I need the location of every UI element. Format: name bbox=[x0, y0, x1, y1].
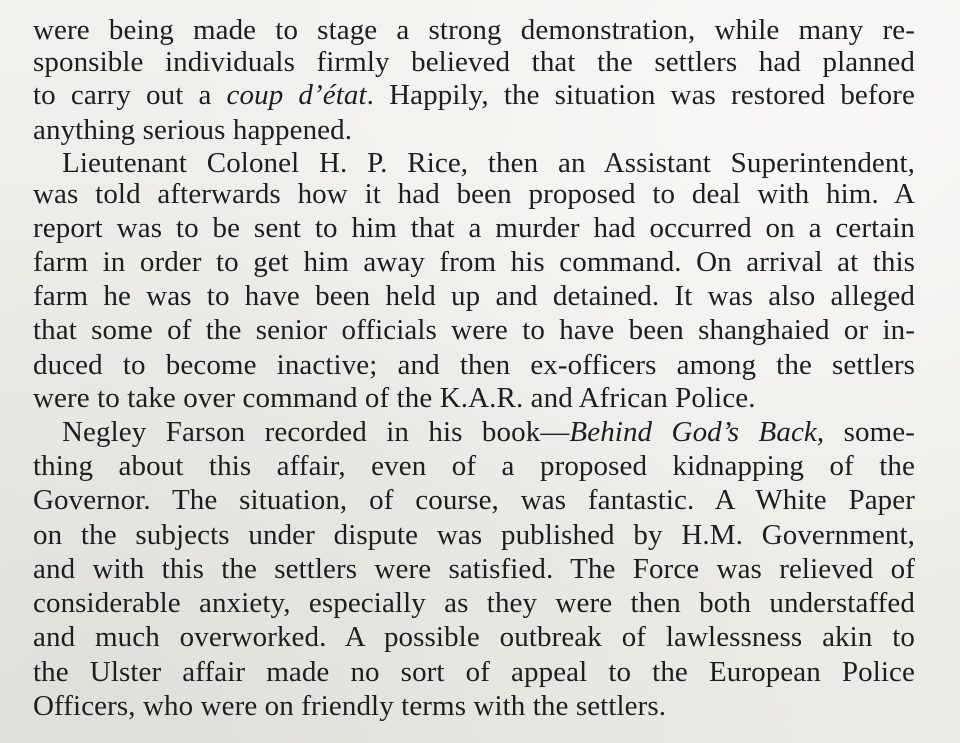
text-line: and with this the settlers were satisfied. The Force was relieved of bbox=[33, 553, 915, 585]
text-line: report was to be sent to him that a murder had occurred on a certain bbox=[33, 212, 915, 244]
text-line: Negley Farson recorded in his book—Behind God’s Back, some- bbox=[62, 416, 916, 448]
text-line: Officers, who were on friendly terms with the settlers. bbox=[33, 690, 667, 722]
text-line: farm in order to get him away from his command. On arrival at this bbox=[33, 246, 915, 278]
text-line: were being made to stage a strong demonstration, while many re- bbox=[33, 14, 915, 46]
text-line: thing about this affair, even of a proposed kidnapping of the bbox=[33, 450, 915, 482]
text-line: Lieutenant Colonel H. P. Rice, then an Assistant Superintendent, bbox=[62, 147, 915, 179]
text-line: that some of the senior officials were to have been shanghaied or in- bbox=[33, 314, 915, 346]
text-line: sponsible individuals firmly believed that the settlers had planned bbox=[33, 46, 915, 78]
text-line: were to take over command of the K.A.R. and African Police. bbox=[33, 382, 756, 414]
book-title: Behind God’s Back bbox=[569, 416, 817, 448]
text-line: to carry out a coup d’état. Happily, the situation was restored before bbox=[33, 79, 915, 111]
text-line: and much overworked. A possible outbreak of lawlessness akin to bbox=[33, 621, 915, 653]
text-line: considerable anxiety, especially as they were then both understaffed bbox=[33, 587, 915, 619]
text-line: was told afterwards how it had been proposed to deal with him. A bbox=[33, 178, 915, 210]
italic-phrase: coup d’état bbox=[226, 79, 367, 111]
text-line: on the subjects under dispute was published by H.M. Government, bbox=[33, 519, 915, 551]
text-line: farm he was to have been held up and detained. It was also alleged bbox=[33, 280, 915, 312]
text-line: Governor. The situation, of course, was fantastic. A White Paper bbox=[33, 484, 915, 516]
text-line: the Ulster affair made no sort of appeal to the European Police bbox=[33, 656, 915, 688]
text-line: duced to become inactive; and then ex-officers among the settlers bbox=[33, 349, 915, 381]
text-line: anything serious happened. bbox=[33, 114, 353, 146]
